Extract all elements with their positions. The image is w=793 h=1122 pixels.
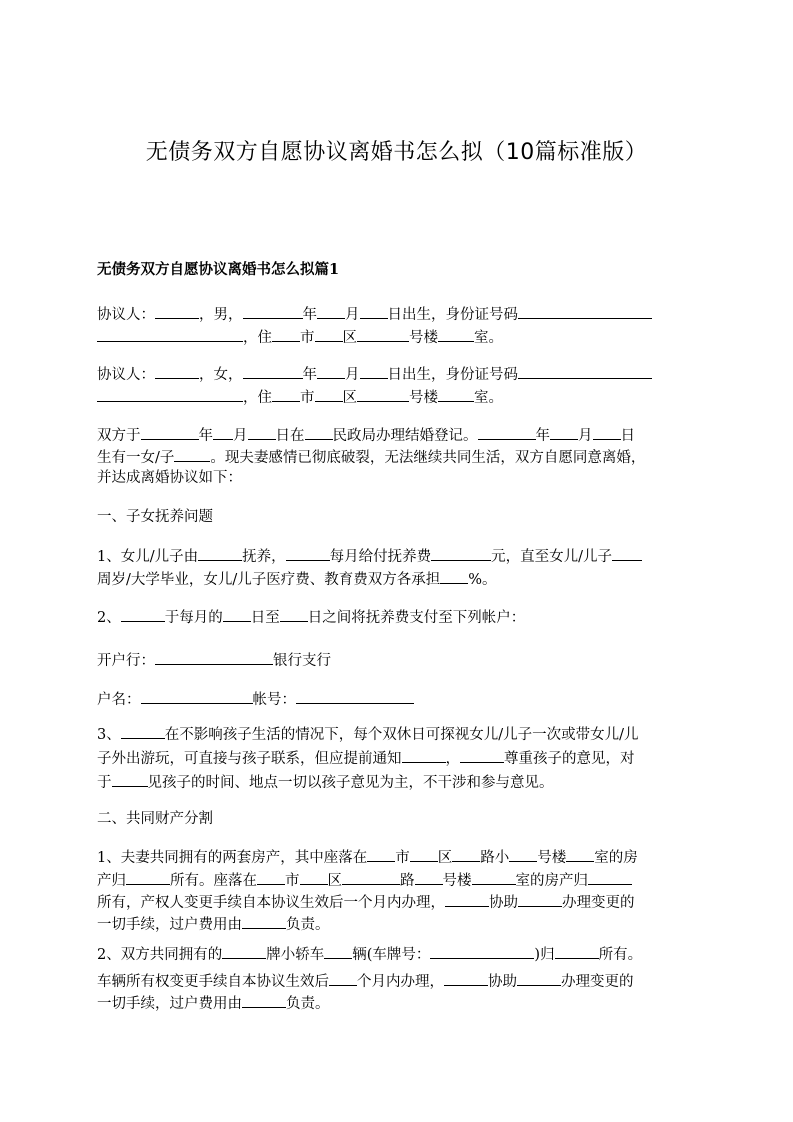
text: 日 bbox=[620, 428, 635, 444]
text: 路 bbox=[400, 873, 415, 889]
marriage-line-3: 并达成离婚协议如下： bbox=[97, 470, 242, 486]
text: ，住 bbox=[243, 330, 272, 346]
blank bbox=[517, 970, 561, 986]
text: 日出生，身份证号码 bbox=[387, 307, 518, 323]
blank bbox=[286, 545, 330, 561]
blank bbox=[593, 424, 621, 440]
blank bbox=[438, 386, 474, 402]
text: 年 bbox=[535, 428, 550, 444]
text: %。 bbox=[468, 572, 497, 588]
blank bbox=[97, 326, 243, 342]
blank bbox=[280, 606, 308, 622]
blank bbox=[300, 869, 328, 885]
text: 产归 bbox=[97, 873, 126, 889]
blank bbox=[317, 303, 345, 319]
text: 负责。 bbox=[286, 917, 330, 933]
section-title: 无债务双方自愿协议离婚书怎么拟篇1 bbox=[97, 261, 340, 278]
account-line bbox=[97, 688, 414, 710]
property-clause-2-line-1 bbox=[97, 943, 642, 965]
blank bbox=[612, 545, 642, 561]
blank bbox=[566, 846, 594, 862]
party1-line-2 bbox=[97, 326, 503, 348]
text: 生有一女/子 bbox=[97, 450, 175, 466]
text: 所有。 bbox=[598, 947, 643, 963]
text: 见孩子的时间、地点一切以孩子意见为主，不干涉和参与意见。 bbox=[147, 775, 554, 791]
blank bbox=[243, 303, 303, 319]
text: ， bbox=[445, 751, 460, 767]
text: 抚养， bbox=[242, 549, 286, 565]
text: 子外出游玩，可直接与孩子联系，但应提前通知 bbox=[97, 751, 402, 767]
text: 市 bbox=[285, 873, 300, 889]
blank bbox=[329, 970, 357, 986]
text: 户名： bbox=[97, 692, 141, 708]
property-clause-1-line-4 bbox=[97, 913, 330, 935]
blank bbox=[121, 606, 165, 622]
blank bbox=[174, 446, 210, 462]
property-clause-1-line-3 bbox=[97, 891, 635, 913]
blank bbox=[588, 869, 632, 885]
blank bbox=[222, 943, 266, 959]
blank bbox=[415, 869, 443, 885]
text: 。现夫妻感情已彻底破裂，无法继续共同生活，双方自愿同意离婚， bbox=[210, 450, 646, 466]
text: 市 bbox=[395, 850, 410, 866]
text: 协助 bbox=[488, 974, 517, 990]
blank bbox=[367, 846, 395, 862]
text: 年 bbox=[198, 428, 213, 444]
heading-property-division: 二、共同财产分割 bbox=[97, 811, 213, 827]
blank bbox=[198, 545, 242, 561]
text: 民政局办理结婚登记。 bbox=[332, 428, 478, 444]
blank bbox=[272, 326, 300, 342]
text: 2、 bbox=[97, 610, 121, 626]
child-clause-2 bbox=[97, 606, 525, 628]
child-clause-1-line-1 bbox=[97, 545, 642, 567]
text: 年 bbox=[302, 367, 317, 383]
text: 于 bbox=[97, 775, 112, 791]
text: 月 bbox=[345, 367, 360, 383]
text: 年 bbox=[302, 307, 317, 323]
blank bbox=[555, 943, 599, 959]
text: 号楼 bbox=[409, 330, 438, 346]
text: 在不影响孩子生活的情况下，每个双休日可探视女儿/儿子一次或带女儿/儿 bbox=[164, 727, 639, 743]
text: 帐号： bbox=[252, 692, 296, 708]
text: 协议人： bbox=[97, 367, 155, 383]
blank bbox=[155, 303, 199, 319]
blank bbox=[324, 943, 352, 959]
text: 1、女儿/儿子由 bbox=[97, 549, 199, 565]
blank bbox=[141, 424, 199, 440]
heading-child-support: 一、子女抚养问题 bbox=[97, 509, 213, 525]
blank bbox=[360, 303, 388, 319]
text: 区 bbox=[342, 390, 357, 406]
property-clause-2-line-3 bbox=[97, 992, 330, 1014]
text: 月 bbox=[578, 428, 593, 444]
text: 周岁/大学毕业，女儿/儿子医疗费、教育费双方各承担 bbox=[97, 572, 441, 588]
property-clause-1-line-1 bbox=[97, 846, 638, 868]
text: 协议人： bbox=[97, 307, 155, 323]
text: 开户行： bbox=[97, 653, 155, 669]
blank bbox=[315, 386, 343, 402]
blank bbox=[518, 363, 652, 379]
text: 车辆所有权变更手续自本协议生效后 bbox=[97, 974, 329, 990]
property-clause-1-line-2 bbox=[97, 869, 632, 891]
blank bbox=[478, 424, 536, 440]
text: 日在 bbox=[275, 428, 305, 444]
blank bbox=[315, 326, 343, 342]
blank bbox=[342, 869, 400, 885]
blank bbox=[112, 771, 148, 787]
text: 市 bbox=[300, 330, 315, 346]
blank bbox=[243, 363, 303, 379]
text: 协助 bbox=[489, 895, 518, 911]
blank bbox=[360, 363, 388, 379]
text: 牌小轿车 bbox=[266, 947, 325, 963]
text: 每月给付抚养费 bbox=[329, 549, 432, 565]
text: 月 bbox=[233, 428, 248, 444]
party2-line-2 bbox=[97, 386, 503, 408]
text: 月 bbox=[345, 307, 360, 323]
text: 室。 bbox=[474, 390, 503, 406]
text: 辆(车牌号： bbox=[352, 947, 431, 963]
text: 号楼 bbox=[409, 390, 438, 406]
blank bbox=[438, 326, 474, 342]
text: ，住 bbox=[243, 390, 272, 406]
text: 一切手续，过户费用由 bbox=[97, 917, 242, 933]
blank bbox=[126, 869, 170, 885]
blank bbox=[223, 606, 251, 622]
text: 号楼 bbox=[537, 850, 567, 866]
text: 所有，产权人变更手续自本协议生效后一个月内办理， bbox=[97, 895, 445, 911]
child-clause-1-line-2 bbox=[97, 568, 497, 590]
blank bbox=[444, 970, 488, 986]
text: ，女， bbox=[199, 367, 243, 383]
text: 市 bbox=[300, 390, 315, 406]
document-title: 无债务双方自愿协议离婚书怎么拟（10篇标准版） bbox=[145, 140, 648, 165]
text: 区 bbox=[327, 873, 342, 889]
blank bbox=[296, 688, 414, 704]
text: 双方于 bbox=[97, 428, 141, 444]
text: 办理变更的 bbox=[561, 974, 634, 990]
blank bbox=[213, 424, 233, 440]
blank bbox=[242, 992, 286, 1008]
text: 所有。座落在 bbox=[170, 873, 257, 889]
text: 银行支行 bbox=[273, 653, 331, 669]
text: 室的房产归 bbox=[515, 873, 588, 889]
text: 一切手续，过户费用由 bbox=[97, 996, 242, 1012]
blank bbox=[305, 424, 333, 440]
marriage-line-1 bbox=[97, 424, 635, 446]
marriage-line-2 bbox=[97, 446, 645, 468]
text: 1、夫妻共同拥有的两套房产，其中座落在 bbox=[97, 850, 368, 866]
text: )归 bbox=[534, 947, 555, 963]
blank bbox=[460, 747, 504, 763]
text: 号楼 bbox=[442, 873, 472, 889]
text: 区 bbox=[437, 850, 453, 866]
blank bbox=[402, 747, 446, 763]
text: 尊重孩子的意见，对 bbox=[504, 751, 635, 767]
blank bbox=[410, 846, 438, 862]
blank bbox=[431, 545, 491, 561]
party2-line-1 bbox=[97, 363, 652, 385]
blank bbox=[155, 363, 199, 379]
blank bbox=[452, 846, 480, 862]
text: 室的房 bbox=[594, 850, 638, 866]
blank bbox=[317, 363, 345, 379]
blank bbox=[550, 424, 578, 440]
text: 于每月的 bbox=[164, 610, 223, 626]
blank bbox=[440, 568, 468, 584]
text: ，男， bbox=[199, 307, 243, 323]
blank bbox=[472, 869, 516, 885]
blank bbox=[272, 386, 300, 402]
property-clause-2-line-2 bbox=[97, 970, 634, 992]
bank-line bbox=[97, 649, 331, 671]
child-clause-3-line-1 bbox=[97, 723, 639, 745]
blank bbox=[242, 913, 286, 929]
party1-line-1 bbox=[97, 303, 652, 325]
text: 元，直至女儿/儿子 bbox=[491, 549, 613, 565]
blank bbox=[509, 846, 537, 862]
blank bbox=[121, 723, 165, 739]
text: 日之间将抚养费支付至下列帐户： bbox=[307, 610, 526, 626]
text: 办理变更的 bbox=[562, 895, 635, 911]
text: 室。 bbox=[474, 330, 503, 346]
text: 3、 bbox=[97, 727, 121, 743]
blank bbox=[357, 326, 409, 342]
blank bbox=[97, 386, 243, 402]
text: 负责。 bbox=[286, 996, 330, 1012]
blank bbox=[248, 424, 276, 440]
text: 2、双方共同拥有的 bbox=[97, 947, 223, 963]
text: 日出生，身份证号码 bbox=[387, 367, 518, 383]
blank bbox=[257, 869, 285, 885]
blank bbox=[518, 303, 652, 319]
text: 个月内办理， bbox=[357, 974, 444, 990]
child-clause-3-line-2 bbox=[97, 747, 635, 769]
blank bbox=[141, 688, 253, 704]
blank bbox=[518, 891, 562, 907]
text: 区 bbox=[342, 330, 357, 346]
blank bbox=[155, 649, 273, 665]
blank bbox=[430, 943, 534, 959]
text: 路小 bbox=[480, 850, 510, 866]
child-clause-3-line-3 bbox=[97, 771, 554, 793]
blank bbox=[357, 386, 409, 402]
blank bbox=[445, 891, 489, 907]
text: 日至 bbox=[250, 610, 280, 626]
